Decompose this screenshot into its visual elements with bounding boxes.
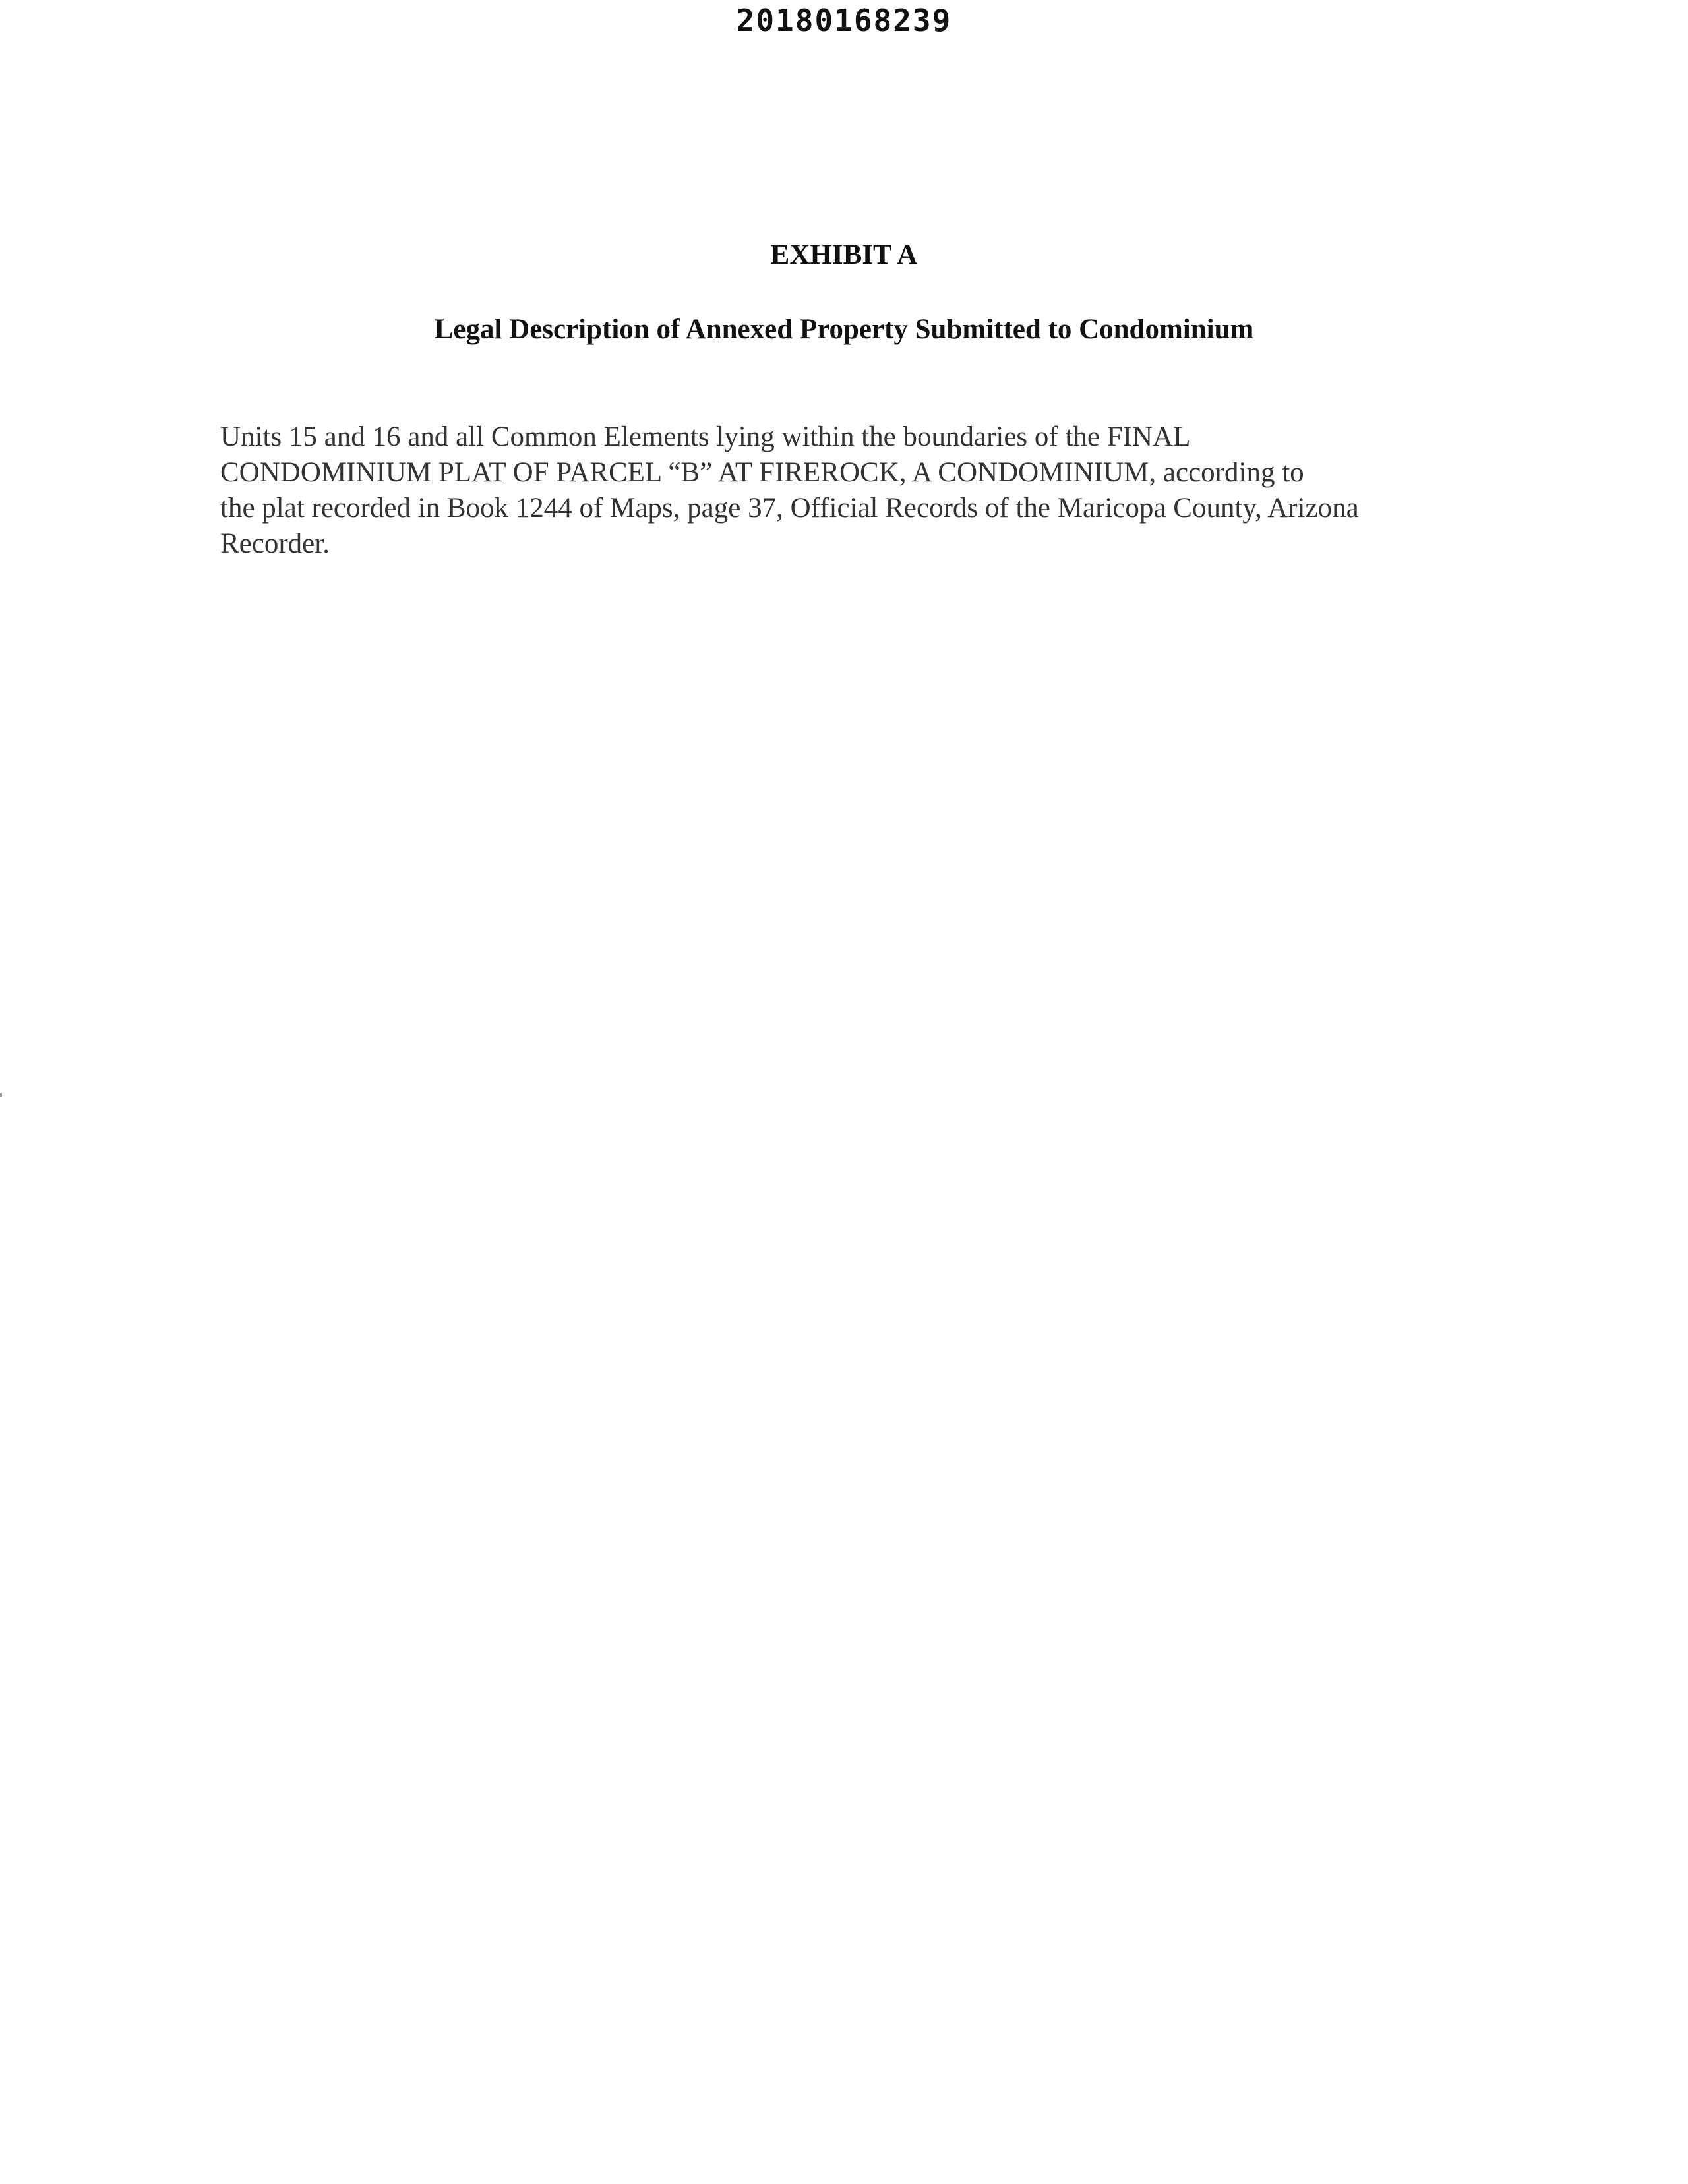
legal-description-line: Units 15 and 16 and all Common Elements lying within the boundaries of the FINAL: [220, 421, 1191, 452]
legal-description-line: Recorder.: [220, 528, 330, 559]
legal-description-line: the plat recorded in Book 1244 of Maps, page 37, Official Records of the Maricopa County, Arizona: [220, 493, 1359, 524]
exhibit-title: EXHIBIT A: [770, 239, 918, 270]
recording-number: 20180168239: [736, 3, 952, 38]
scan-artifact-mark: [0, 1093, 2, 1097]
exhibit-subtitle: Legal Description of Annexed Property Submitted to Condominium: [434, 314, 1254, 345]
legal-description-paragraph: [220, 419, 1486, 562]
legal-description-line: CONDOMINIUM PLAT OF PARCEL “B” AT FIREROCK, A CONDOMINIUM, according to: [220, 457, 1304, 488]
